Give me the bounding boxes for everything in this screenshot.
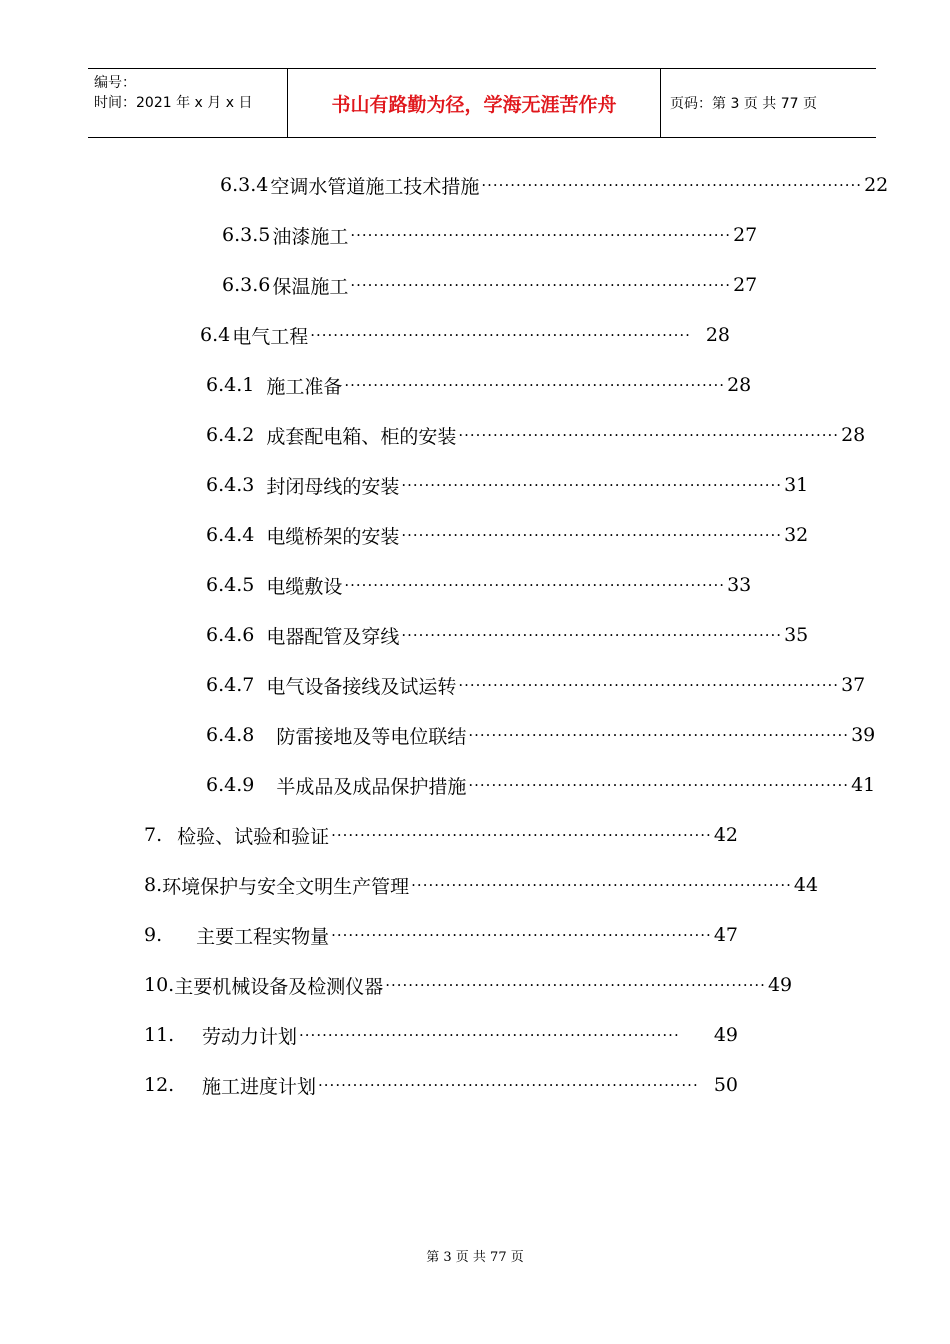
toc-page: 28: [705, 324, 730, 346]
toc-leader: ··································································: [458, 426, 840, 444]
toc-title: 电器配管及穿线: [266, 625, 400, 648]
toc-number: 6.4.2: [206, 424, 255, 446]
toc-entry[interactable]: [144, 870, 819, 900]
toc-title: 成套配电箱、柜的安装: [266, 425, 457, 448]
toc-leader: ··································································: [350, 226, 732, 244]
toc-entry[interactable]: [206, 370, 752, 400]
toc-number: 6.4.1: [206, 374, 255, 396]
toc-leader: ··································································: [458, 676, 840, 694]
toc-entry[interactable]: [222, 220, 758, 250]
toc-page: 27: [733, 224, 758, 246]
toc-title: 油漆施工: [272, 225, 349, 248]
toc-page: 33: [727, 574, 752, 596]
toc-page: 31: [784, 474, 809, 496]
toc-entry[interactable]: [206, 670, 866, 700]
toc-title: 电气设备接线及试运转: [266, 675, 457, 698]
toc-page: 22: [864, 174, 889, 196]
header-meta: [94, 73, 252, 113]
toc-title: 电缆敷设: [266, 575, 343, 598]
toc-leader: ··································································: [350, 276, 732, 294]
toc-title: 主要工程实物量: [196, 925, 330, 948]
toc-number: 7.: [144, 824, 163, 846]
toc-page: 35: [784, 624, 809, 646]
toc-number: 8.: [144, 874, 163, 896]
toc-page: 32: [784, 524, 809, 546]
toc-entry[interactable]: [144, 920, 738, 950]
code-label: 编号：: [94, 75, 136, 91]
toc-page: 28: [727, 374, 752, 396]
toc-entry[interactable]: [206, 470, 809, 500]
toc-number: 6.4: [200, 324, 231, 346]
toc-leader: ··································································: [331, 926, 712, 944]
toc-number: 6.4.8: [206, 724, 255, 746]
toc-entry[interactable]: [144, 820, 738, 850]
toc-leader: ··································································: [468, 726, 850, 744]
toc-leader: ··································································: [331, 826, 712, 844]
toc-number: 10.: [144, 974, 175, 996]
toc-entry[interactable]: [206, 570, 752, 600]
toc-number: 6.4.9: [206, 774, 255, 796]
toc-title: 劳动力计划: [202, 1025, 298, 1048]
header-divider: [660, 69, 661, 137]
toc-number: 6.4.3: [206, 474, 255, 496]
toc-page: 39: [851, 724, 876, 746]
toc-number: 6.4.7: [206, 674, 255, 696]
toc-leader: ··································································: [481, 176, 863, 194]
toc-entry[interactable]: [200, 320, 730, 350]
toc-leader: ··································································: [468, 776, 850, 794]
toc-leader: ··································································: [299, 1026, 680, 1044]
toc-title: 封闭母线的安装: [266, 475, 400, 498]
toc-page: 37: [841, 674, 866, 696]
toc-entry[interactable]: [144, 1020, 738, 1050]
page-footer: 第 3 页 共 77 页: [426, 1250, 524, 1265]
toc-leader: ··································································: [310, 326, 691, 344]
toc-number: 6.3.4: [220, 174, 269, 196]
toc-leader: ··································································: [318, 1076, 699, 1094]
toc-page: 28: [841, 424, 866, 446]
toc-page: 41: [851, 774, 876, 796]
toc-title: 环境保护与安全文明生产管理: [162, 875, 410, 898]
toc-page: 49: [767, 974, 793, 996]
toc-title: 半成品及成品保护措施: [276, 775, 467, 798]
toc-leader: ··································································: [401, 526, 783, 544]
toc-entry[interactable]: [144, 970, 793, 1000]
toc-entry[interactable]: [206, 520, 809, 550]
toc-leader: ··································································: [385, 976, 766, 994]
toc-entry[interactable]: [222, 270, 758, 300]
page-header: [88, 68, 876, 138]
toc-leader: ··································································: [344, 576, 726, 594]
toc-leader: ··································································: [411, 876, 792, 894]
toc-number: 11.: [144, 1024, 175, 1046]
toc-title: 保温施工: [272, 275, 349, 298]
toc-title: 电气工程: [232, 325, 309, 348]
toc-page: 49: [713, 1024, 738, 1046]
toc-title: 主要机械设备及检测仪器: [174, 975, 384, 998]
toc-number: 6.4.6: [206, 624, 255, 646]
toc-entry[interactable]: [144, 1070, 738, 1100]
toc-leader: ··································································: [401, 476, 783, 494]
toc-title: 防雷接地及等电位联结: [276, 725, 467, 748]
toc-entry[interactable]: [206, 420, 866, 450]
toc-number: 12.: [144, 1074, 175, 1096]
toc-title: 施工进度计划: [202, 1075, 317, 1098]
toc-leader: ··································································: [344, 376, 726, 394]
toc-entry[interactable]: [206, 620, 809, 650]
toc-page: 42: [713, 824, 738, 846]
toc-title: 施工准备: [266, 375, 343, 398]
time-label: 时间：2021 年 x 月 x 日: [94, 95, 253, 111]
toc-page: 50: [713, 1074, 738, 1096]
toc-title: 电缆桥架的安装: [266, 525, 400, 548]
toc-number: 6.4.4: [206, 524, 255, 546]
toc-entry[interactable]: [206, 770, 876, 800]
toc-title: 空调水管道施工技术措施: [270, 175, 480, 198]
toc-page: 27: [733, 274, 758, 296]
toc-number: 6.3.6: [222, 274, 271, 296]
toc-number: 6.3.5: [222, 224, 271, 246]
toc-entry[interactable]: [220, 170, 889, 200]
toc-page: 44: [793, 874, 819, 896]
toc-number: 6.4.5: [206, 574, 255, 596]
toc-number: 9.: [144, 924, 163, 946]
toc-page: 47: [713, 924, 738, 946]
toc-entry[interactable]: [206, 720, 876, 750]
toc-leader: ··································································: [401, 626, 783, 644]
header-motto: 书山有路勤为径，学海无涯苦作舟: [331, 93, 617, 116]
toc-title: 检验、试验和验证: [177, 825, 330, 848]
header-page-info: 页码：第 3 页 共 77 页: [670, 96, 817, 112]
